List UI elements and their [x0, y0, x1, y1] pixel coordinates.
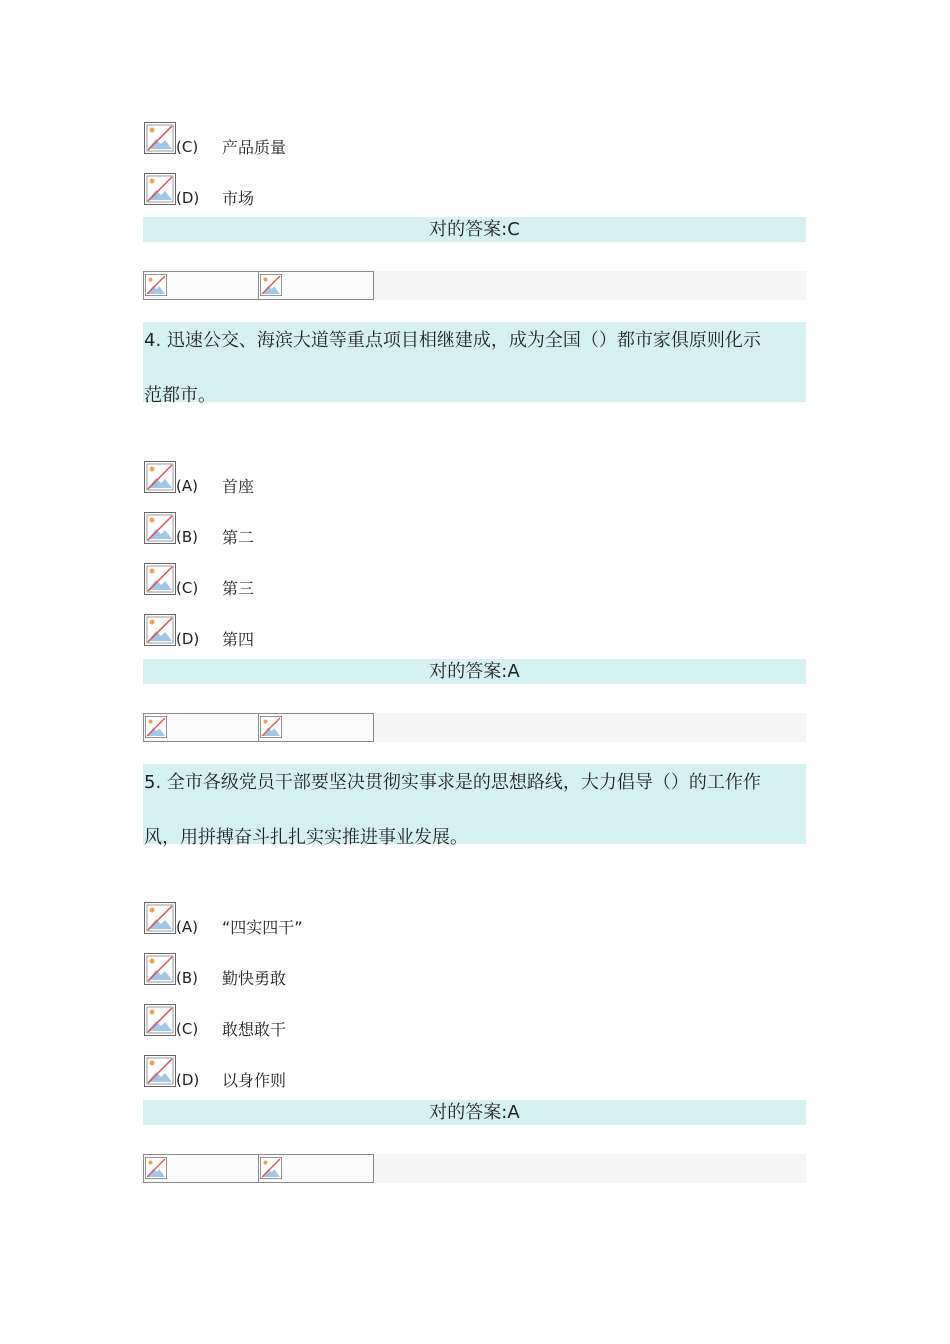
broken-image-icon [144, 461, 176, 493]
option-c[interactable] [144, 1004, 544, 1038]
broken-image-icon [144, 173, 176, 205]
question-4 [143, 322, 806, 406]
option-c[interactable] [144, 563, 544, 597]
option-text: 第二 [222, 528, 255, 547]
option-letter: (C) [176, 579, 199, 597]
broken-image-icon [260, 716, 282, 738]
option-text: “四实四干” [222, 918, 303, 937]
broken-image-icon [260, 1157, 282, 1179]
broken-image-icon [144, 563, 176, 595]
broken-image-icon [144, 953, 176, 985]
option-b[interactable] [144, 512, 544, 546]
image-button[interactable] [258, 271, 374, 300]
option-text: 敢想敢干 [222, 1020, 287, 1039]
option-letter: (B) [176, 969, 198, 987]
broken-image-icon [145, 1157, 167, 1179]
image-button[interactable] [143, 713, 259, 742]
image-button[interactable] [258, 1154, 374, 1183]
option-d[interactable] [144, 173, 544, 207]
option-a[interactable] [144, 902, 544, 936]
option-letter: (A) [176, 477, 198, 495]
question-text-line: 5. 全市各级党员干部要坚决贯彻实事求是的思想路线，大力倡导（）的工作作 [144, 772, 761, 793]
action-bar [143, 271, 806, 300]
question-text-line: 风，用拼搏奋斗扎扎实实推进事业发展。 [144, 827, 468, 848]
broken-image-icon [260, 274, 282, 296]
option-text: 产品质量 [222, 138, 287, 157]
broken-image-icon [144, 902, 176, 934]
option-b[interactable] [144, 953, 544, 987]
option-text: 市场 [222, 189, 255, 208]
correct-answer: 对的答案:C [143, 217, 806, 242]
correct-answer: 对的答案:A [143, 659, 806, 684]
option-a[interactable] [144, 461, 544, 495]
question-5 [143, 764, 806, 848]
option-c[interactable] [144, 122, 544, 156]
option-letter: (D) [176, 1071, 200, 1089]
option-text: 勤快勇敢 [222, 969, 287, 988]
question-text-line: 范都市。 [144, 385, 216, 406]
option-text: 第三 [222, 579, 255, 598]
broken-image-icon [144, 1004, 176, 1036]
option-text: 第四 [222, 630, 255, 649]
option-text: 以身作则 [222, 1071, 287, 1090]
action-bar [143, 1154, 806, 1183]
option-letter: (B) [176, 528, 198, 546]
image-button[interactable] [143, 1154, 259, 1183]
option-letter: (C) [176, 1020, 199, 1038]
image-button[interactable] [258, 713, 374, 742]
correct-answer: 对的答案:A [143, 1100, 806, 1125]
option-letter: (D) [176, 189, 200, 207]
option-letter: (A) [176, 918, 198, 936]
image-button[interactable] [143, 271, 259, 300]
question-text-line: 4. 迅速公交、海滨大道等重点项目相继建成，成为全国（）都市家俱原则化示 [144, 330, 761, 351]
broken-image-icon [144, 122, 176, 154]
option-text: 首座 [222, 477, 255, 496]
broken-image-icon [145, 274, 167, 296]
option-letter: (C) [176, 138, 199, 156]
option-letter: (D) [176, 630, 200, 648]
broken-image-icon [144, 1055, 176, 1087]
broken-image-icon [144, 614, 176, 646]
option-d[interactable] [144, 614, 544, 648]
broken-image-icon [144, 512, 176, 544]
option-d[interactable] [144, 1055, 544, 1089]
action-bar [143, 713, 806, 742]
broken-image-icon [145, 716, 167, 738]
